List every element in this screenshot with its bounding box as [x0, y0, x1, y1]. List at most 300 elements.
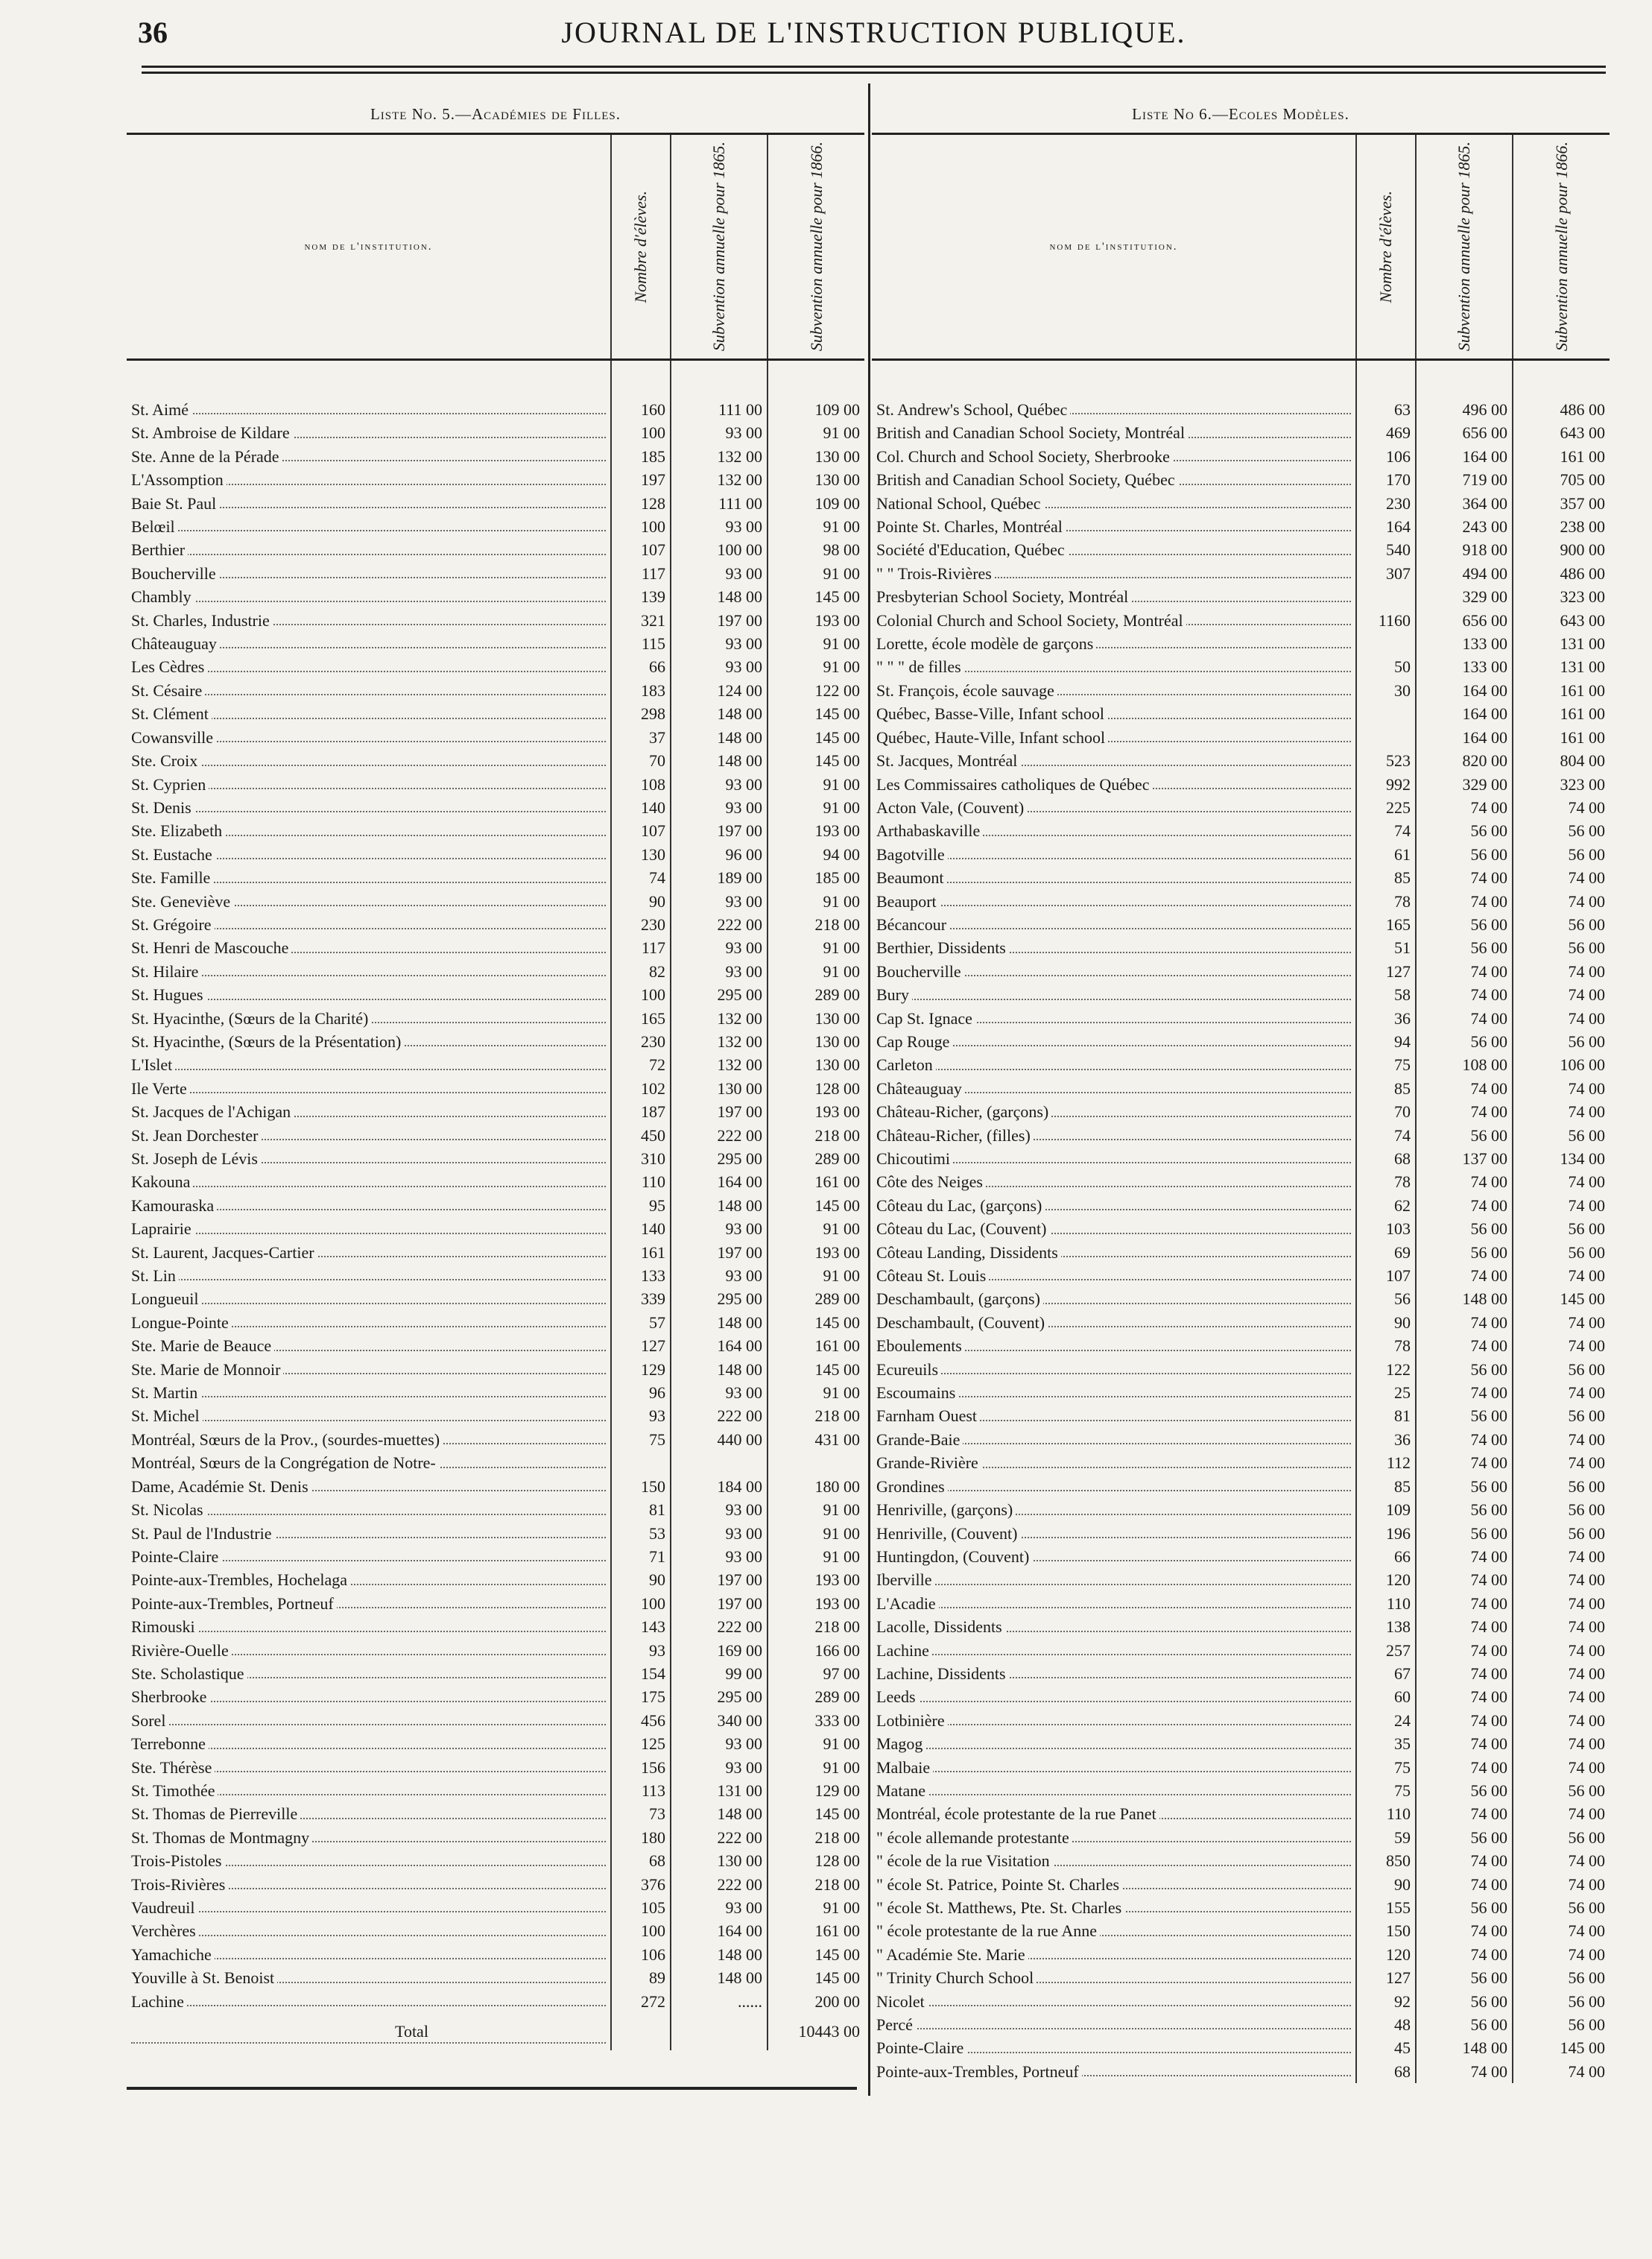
pupil-count: 110 [1356, 1592, 1416, 1615]
table-row [872, 1943, 1610, 1966]
subvention-1866: 74 00 [1513, 1685, 1610, 1708]
institution-name: Deschambault, (garçons) [872, 1287, 1356, 1310]
pupil-count: 75 [611, 1428, 671, 1451]
pupil-count: 96 [611, 1381, 671, 1404]
pupil-count: 62 [1356, 1194, 1416, 1217]
subvention-1866: 74 00 [1513, 1568, 1610, 1591]
subvention-1866: 74 00 [1513, 1592, 1610, 1615]
subvention-1866: 74 00 [1513, 1077, 1610, 1100]
subvention-1866: 74 00 [1513, 1451, 1610, 1474]
subvention-1865: 74 00 [1416, 1545, 1513, 1568]
subvention-1865: 93 00 [671, 936, 768, 959]
pupil-count: 58 [1356, 983, 1416, 1006]
subvention-1865: 56 00 [1416, 1826, 1513, 1849]
pupil-count: 30 [1356, 679, 1416, 702]
pupil-count [611, 1451, 671, 1474]
table-row [127, 819, 864, 842]
institution-name: St. Grégoire [127, 913, 611, 936]
pupil-count: 127 [1356, 1966, 1416, 1989]
subvention-1866: 145 00 [768, 749, 864, 772]
table-row [127, 1919, 864, 1942]
table-row [127, 1896, 864, 1919]
subvention-1865: 74 00 [1416, 1802, 1513, 1825]
pupil-count: 25 [1356, 1381, 1416, 1404]
institution-name: Vaudreuil [127, 1896, 611, 1919]
institution-name: Baie St. Paul [127, 492, 611, 515]
pupil-count: 75 [1356, 1779, 1416, 1802]
subvention-1866: 161 00 [1513, 702, 1610, 725]
pupil-count: 66 [1356, 1545, 1416, 1568]
table-row [872, 585, 1610, 608]
journal-title: JOURNAL DE L'INSTRUCTION PUBLIQUE. [561, 16, 1186, 49]
table-row [872, 936, 1610, 959]
subvention-1865: 56 00 [1416, 936, 1513, 959]
institution-name: Dame, Académie St. Denis [127, 1475, 611, 1498]
table-row [127, 1334, 864, 1357]
institution-name: Ste. Scholastique [127, 1662, 611, 1685]
subvention-1866: 91 00 [768, 1217, 864, 1240]
table-row [872, 1264, 1610, 1287]
subvention-1866: 91 00 [768, 562, 864, 585]
subvention-1866: 289 00 [768, 1147, 864, 1170]
table-row [127, 445, 864, 468]
table-row [127, 1545, 864, 1568]
pupil-count: 469 [1356, 421, 1416, 444]
table-row [127, 1685, 864, 1708]
pupil-count: 180 [611, 1826, 671, 1849]
subvention-1865: 222 00 [671, 913, 768, 936]
subvention-1865: 56 00 [1416, 1966, 1513, 1989]
subvention-1865: 132 00 [671, 1053, 768, 1076]
pupil-count: 107 [611, 819, 671, 842]
subvention-1866: 131 00 [1513, 632, 1610, 655]
pupil-count: 103 [1356, 1217, 1416, 1240]
subvention-1865: 148 00 [671, 726, 768, 749]
subvention-1866: 74 00 [1513, 1802, 1610, 1825]
subvention-1866: 357 00 [1513, 492, 1610, 515]
subvention-1866: 643 00 [1513, 609, 1610, 632]
subvention-1866: 643 00 [1513, 421, 1610, 444]
subvention-1865: 93 00 [671, 1732, 768, 1755]
pupil-count: 138 [1356, 1615, 1416, 1638]
pupil-count: 112 [1356, 1451, 1416, 1474]
subvention-1865: 56 00 [1416, 1217, 1513, 1240]
institution-name: Lachine [127, 1990, 611, 2013]
table-row [872, 538, 1610, 561]
table-row [872, 1194, 1610, 1217]
subvention-1866: 130 00 [768, 1053, 864, 1076]
institution-name: Iberville [872, 1568, 1356, 1591]
pupil-count: 155 [1356, 1896, 1416, 1919]
institution-name: Acton Vale, (Couvent) [872, 796, 1356, 819]
subvention-1866: 56 00 [1513, 1826, 1610, 1849]
subvention-1866: 91 00 [768, 1498, 864, 1521]
institution-name: Terrebonne [127, 1732, 611, 1755]
institution-name: Chambly [127, 585, 611, 608]
pupil-count: 310 [611, 1147, 671, 1170]
subvention-1866: 74 00 [1513, 1732, 1610, 1755]
institution-name: St. Jacques de l'Achigan [127, 1100, 611, 1123]
institution-name: Colonial Church and School Society, Montréal [872, 609, 1356, 632]
institution-name: Rivière-Ouelle [127, 1639, 611, 1662]
subvention-1865: 93 00 [671, 655, 768, 678]
total-label: Total [127, 2013, 611, 2050]
table-row [127, 1030, 864, 1053]
table-row [127, 1404, 864, 1427]
subvention-1866: 74 00 [1513, 1943, 1610, 1966]
subvention-1866: 323 00 [1513, 585, 1610, 608]
subvention-1866: 185 00 [768, 866, 864, 889]
institution-name: Côte des Neiges [872, 1170, 1356, 1193]
table-row [872, 1522, 1610, 1545]
pupil-count: 24 [1356, 1709, 1416, 1732]
subvention-1866: 238 00 [1513, 515, 1610, 538]
institution-name: Ste. Marie de Beauce [127, 1334, 611, 1357]
subvention-1866: 74 00 [1513, 960, 1610, 983]
table-row [872, 749, 1610, 772]
subvention-1866: 289 00 [768, 1287, 864, 1310]
subvention-1865: 133 00 [1416, 655, 1513, 678]
institution-name: Côteau St. Louis [872, 1264, 1356, 1287]
institution-name: Matane [872, 1779, 1356, 1802]
subvention-1865: 74 00 [1416, 1943, 1513, 1966]
subvention-1865: 494 00 [1416, 562, 1513, 585]
subvention-1865: 93 00 [671, 1217, 768, 1240]
table-row [872, 1358, 1610, 1381]
subvention-1866: 130 00 [768, 1007, 864, 1030]
pupil-count: 57 [611, 1311, 671, 1334]
table-row [127, 1381, 864, 1404]
pupil-count: 71 [611, 1545, 671, 1568]
subvention-1866: 145 00 [768, 1358, 864, 1381]
institution-name: Lorette, école modèle de garçons [872, 632, 1356, 655]
subvention-1866: 109 00 [768, 398, 864, 421]
table-row [872, 421, 1610, 444]
subvention-1866: 486 00 [1513, 562, 1610, 585]
table-row [872, 843, 1610, 866]
institution-name: Henriville, (garçons) [872, 1498, 1356, 1521]
table-row [872, 1007, 1610, 1030]
subvention-1865: 100 00 [671, 538, 768, 561]
pupil-count: 107 [611, 538, 671, 561]
list-5-bottom-rule [127, 2087, 857, 2090]
subvention-1865: 74 00 [1416, 1873, 1513, 1896]
table-row [872, 1077, 1610, 1100]
pupil-count: 85 [1356, 866, 1416, 889]
header-rule-top [142, 66, 1606, 68]
pupil-count: 197 [611, 468, 671, 491]
subvention-1866: 145 00 [768, 1966, 864, 1989]
institution-name: Farnham Ouest [872, 1404, 1356, 1427]
pupil-count: 106 [611, 1943, 671, 1966]
pupil-count: 230 [611, 1030, 671, 1053]
pupil-count: 37 [611, 726, 671, 749]
subvention-1865: 93 00 [671, 1545, 768, 1568]
table-row [872, 1545, 1610, 1568]
pupil-count: 95 [611, 1194, 671, 1217]
subvention-1866: 91 00 [768, 1522, 864, 1545]
subvention-1865: 74 00 [1416, 1007, 1513, 1030]
subvention-1865: 56 00 [1416, 1522, 1513, 1545]
subvention-1866: 74 00 [1513, 1194, 1610, 1217]
pupil-count: 272 [611, 1990, 671, 2013]
pupil-count: 93 [611, 1639, 671, 1662]
table-row [127, 468, 864, 491]
list-6-table [872, 133, 1610, 2083]
table-row [872, 515, 1610, 538]
table-row [872, 913, 1610, 936]
institution-name: Longue-Pointe [127, 1311, 611, 1334]
pupil-count: 72 [611, 1053, 671, 1076]
pupil-count: 68 [1356, 2060, 1416, 2083]
pupil-count: 183 [611, 679, 671, 702]
institution-name: Sorel [127, 1709, 611, 1732]
table-row [127, 702, 864, 725]
subvention-1865: 108 00 [1416, 1053, 1513, 1076]
subvention-1866: 145 00 [768, 1802, 864, 1825]
table-row [872, 819, 1610, 842]
pupil-count: 100 [611, 983, 671, 1006]
pupil-count: 376 [611, 1873, 671, 1896]
subvention-1866: 128 00 [768, 1849, 864, 1872]
pupil-count [1356, 585, 1416, 608]
subvention-1865: 148 00 [671, 585, 768, 608]
pupil-count: 117 [611, 562, 671, 585]
subvention-1865: 148 00 [1416, 2036, 1513, 2059]
table-row [127, 1966, 864, 1989]
table-row [872, 1615, 1610, 1638]
institution-name: Chicoutimi [872, 1147, 1356, 1170]
subvention-1865: 132 00 [671, 468, 768, 491]
institution-name: Québec, Basse-Ville, Infant school [872, 702, 1356, 725]
institution-name: Laprairie [127, 1217, 611, 1240]
subvention-1866: 193 00 [768, 1100, 864, 1123]
subvention-1866: 91 00 [768, 890, 864, 913]
pupil-count: 85 [1356, 1475, 1416, 1498]
table-row [127, 726, 864, 749]
subvention-1866: 74 00 [1513, 1709, 1610, 1732]
table-row [872, 1639, 1610, 1662]
institution-name: Ste. Thérèse [127, 1756, 611, 1779]
subvention-1866: 193 00 [768, 819, 864, 842]
pupil-count: 90 [1356, 1873, 1416, 1896]
subvention-1866: 161 00 [768, 1334, 864, 1357]
institution-name: Ecureuils [872, 1358, 1356, 1381]
institution-name: Lotbinière [872, 1709, 1356, 1732]
institution-name: Cap St. Ignace [872, 1007, 1356, 1030]
institution-name: Deschambault, (Couvent) [872, 1311, 1356, 1334]
institution-name: Lachine [872, 1639, 1356, 1662]
subvention-1866: 705 00 [1513, 468, 1610, 491]
table-row [127, 1287, 864, 1310]
institution-name: Magog [872, 1732, 1356, 1755]
subvention-1865: 197 00 [671, 609, 768, 632]
pupil-count: 110 [611, 1170, 671, 1193]
column-separator [868, 83, 870, 2096]
institution-name: Château-Richer, (garçons) [872, 1100, 1356, 1123]
pupil-count: 120 [1356, 1943, 1416, 1966]
subvention-1866: 56 00 [1513, 1217, 1610, 1240]
total-row [127, 2013, 864, 2050]
table-row [127, 1662, 864, 1685]
institution-name: Malbaie [872, 1756, 1356, 1779]
pupil-count: 225 [1356, 796, 1416, 819]
subvention-1866: 74 00 [1513, 1381, 1610, 1404]
subvention-1866: 145 00 [768, 585, 864, 608]
pupil-count: 117 [611, 936, 671, 959]
pupil-count: 78 [1356, 1334, 1416, 1357]
subvention-1865: 96 00 [671, 843, 768, 866]
pupil-count: 187 [611, 1100, 671, 1123]
subvention-1865: 656 00 [1416, 609, 1513, 632]
institution-name: St. Henri de Mascouche [127, 936, 611, 959]
institution-name: Ste. Elizabeth [127, 819, 611, 842]
pupil-count: 154 [611, 1662, 671, 1685]
table-row [127, 1241, 864, 1264]
table-row [127, 1639, 864, 1662]
subvention-1865: 93 00 [671, 562, 768, 585]
subvention-1865: 74 00 [1416, 1428, 1513, 1451]
subvention-1866: 134 00 [1513, 1147, 1610, 1170]
subvention-1866: 91 00 [768, 421, 864, 444]
table-row [872, 1849, 1610, 1872]
list-5-title: Liste No. 5.—Académies de Filles. [370, 105, 621, 123]
institution-name: St. Jacques, Montréal [872, 749, 1356, 772]
institution-name: " Trinity Church School [872, 1966, 1356, 1989]
institution-name: Boucherville [127, 562, 611, 585]
pupil-count: 70 [611, 749, 671, 772]
table-row [127, 1802, 864, 1825]
total-value: 10443 00 [768, 2013, 864, 2050]
subvention-1866: 91 00 [768, 960, 864, 983]
subvention-1865: 295 00 [671, 1147, 768, 1170]
pupil-count: 36 [1356, 1007, 1416, 1030]
subvention-1866: 106 00 [1513, 1053, 1610, 1076]
pupil-count: 307 [1356, 562, 1416, 585]
subvention-1865: 148 00 [671, 1194, 768, 1217]
table-row [127, 1826, 864, 1849]
subvention-1866: 129 00 [768, 1779, 864, 1802]
subvention-1865: 56 00 [1416, 1990, 1513, 2013]
subvention-1866: 91 00 [768, 936, 864, 959]
table-spacer [872, 360, 1610, 399]
subvention-1866: 56 00 [1513, 1475, 1610, 1498]
subvention-1866: 900 00 [1513, 538, 1610, 561]
institution-name: Grande-Baie [872, 1428, 1356, 1451]
institution-name: St. Laurent, Jacques-Cartier [127, 1241, 611, 1264]
subvention-1866: 91 00 [768, 515, 864, 538]
subvention-1866: 56 00 [1513, 936, 1610, 959]
subvention-1866: 130 00 [768, 1030, 864, 1053]
subvention-1865: 56 00 [1416, 913, 1513, 936]
subvention-1865: 93 00 [671, 960, 768, 983]
subvention-1866: 161 00 [1513, 679, 1610, 702]
subvention-1865: 93 00 [671, 515, 768, 538]
subvention-1866: 91 00 [768, 773, 864, 796]
table-row [872, 1802, 1610, 1825]
subvention-1866: 56 00 [1513, 913, 1610, 936]
table-row [127, 1124, 864, 1147]
subvention-1865: 93 00 [671, 1381, 768, 1404]
table-row [127, 1990, 864, 2013]
subvention-1866: 161 00 [768, 1170, 864, 1193]
table-row [127, 1522, 864, 1545]
header-rule-bottom [142, 72, 1606, 74]
table-row [127, 1311, 864, 1334]
pupil-count: 185 [611, 445, 671, 468]
table-row [872, 1919, 1610, 1942]
subvention-1865: 111 00 [671, 398, 768, 421]
subvention-1866: 74 00 [1513, 1007, 1610, 1030]
pupil-count: 56 [1356, 1287, 1416, 1310]
pupil-count: 122 [1356, 1358, 1416, 1381]
pupil-count: 120 [1356, 1568, 1416, 1591]
institution-name: Ste. Marie de Monnoir [127, 1358, 611, 1381]
table-row [127, 960, 864, 983]
pupil-count: 133 [611, 1264, 671, 1287]
subvention-1865: 164 00 [671, 1919, 768, 1942]
institution-name: St. Andrew's School, Québec [872, 398, 1356, 421]
table-row [127, 1264, 864, 1287]
institution-name: St. Thomas de Montmagny [127, 1826, 611, 1849]
institution-name: St. Timothée [127, 1779, 611, 1802]
subvention-1865: 148 00 [671, 702, 768, 725]
pupil-count: 156 [611, 1756, 671, 1779]
institution-name: Col. Church and School Society, Sherbrooke [872, 445, 1356, 468]
pupil-count: 161 [611, 1241, 671, 1264]
subvention-1865: 74 00 [1416, 1662, 1513, 1685]
subvention-1866: 74 00 [1513, 1849, 1610, 1872]
subvention-1865: 74 00 [1416, 1568, 1513, 1591]
institution-name: St. Eustache [127, 843, 611, 866]
table-row [127, 1475, 864, 1498]
subvention-1866: 74 00 [1513, 1919, 1610, 1942]
subvention-1866: 74 00 [1513, 1873, 1610, 1896]
institution-name: Cowansville [127, 726, 611, 749]
pupil-count: 93 [611, 1404, 671, 1427]
subvention-1866: 193 00 [768, 1568, 864, 1591]
pupil-count: 50 [1356, 655, 1416, 678]
institution-name: Ste. Croix [127, 749, 611, 772]
table-row [127, 1779, 864, 1802]
table-row [872, 632, 1610, 655]
subvention-1865: 440 00 [671, 1428, 768, 1451]
pupil-count: 165 [611, 1007, 671, 1030]
institution-name: Escoumains [872, 1381, 1356, 1404]
institution-name: Grondines [872, 1475, 1356, 1498]
subvention-1866: 130 00 [768, 468, 864, 491]
pupil-count: 140 [611, 1217, 671, 1240]
subvention-1866: 128 00 [768, 1077, 864, 1100]
subvention-1865: 184 00 [671, 1475, 768, 1498]
institution-name: Nicolet [872, 1990, 1356, 2013]
institution-name: Carleton [872, 1053, 1356, 1076]
pupil-count: 59 [1356, 1826, 1416, 1849]
header-subvention-1865: Subvention annuelle pour 1865. [671, 134, 768, 360]
pupil-count: 100 [611, 1592, 671, 1615]
subvention-1866: 323 00 [1513, 773, 1610, 796]
table-row [127, 398, 864, 421]
pupil-count: 74 [611, 866, 671, 889]
pupil-count: 143 [611, 1615, 671, 1638]
table-row [127, 1592, 864, 1615]
table-row [872, 1475, 1610, 1498]
subvention-1865: 56 00 [1416, 1498, 1513, 1521]
subvention-1865: 295 00 [671, 1685, 768, 1708]
pupil-count: 105 [611, 1896, 671, 1919]
institution-name: St. Césaire [127, 679, 611, 702]
subvention-1865: 329 00 [1416, 585, 1513, 608]
